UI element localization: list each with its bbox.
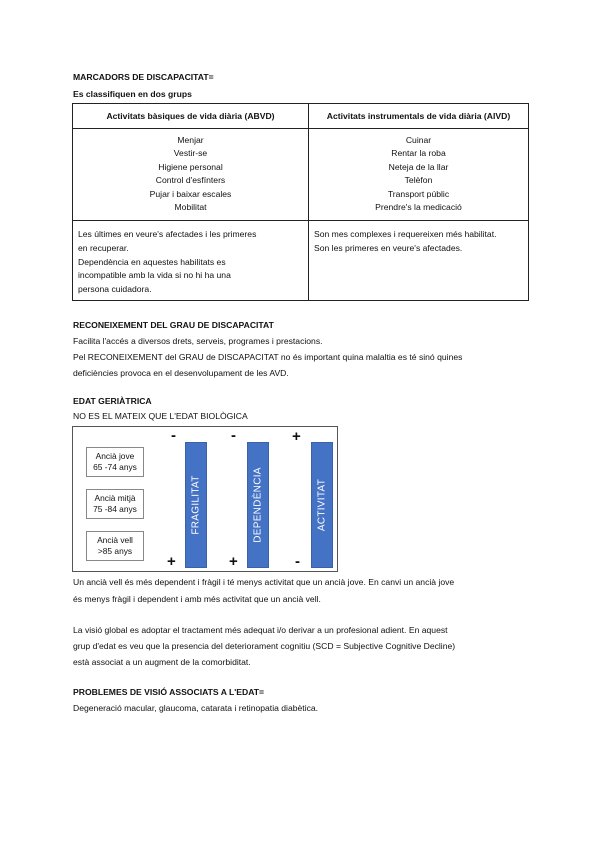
recognition-title: RECONEIXEMENT DEL GRAU DE DISCAPACITAT [73, 320, 274, 330]
age-group-name: Ancià jove [95, 451, 135, 461]
fragility-bar [185, 442, 207, 568]
activity-bar [311, 442, 333, 568]
dependency-label: DEPENDÈNCIA [252, 467, 264, 543]
vision-title: PROBLEMES DE VISIÓ ASSOCIATS A L'EDAT= [73, 687, 265, 697]
list-item: Prendre's la medicació [375, 202, 462, 213]
list-item: Higiene personal [158, 161, 223, 172]
abvd-list [73, 129, 309, 221]
list-item: Mobilitat [174, 202, 207, 213]
aivd-list [309, 129, 529, 221]
list-item: Neteja de la llar [388, 161, 449, 172]
activity-label: ACTIVITAT [316, 478, 328, 532]
aivd-notes [309, 221, 529, 301]
recognition-line: Pel RECONEIXEMENT del GRAU de DISCAPACITAT no és important quina malaltia es té sinó quines [73, 352, 463, 362]
abvd-header: Activitats bàsiques de vida diària (ABVD) [73, 104, 309, 129]
age-group-range: 75 -84 anys [93, 504, 137, 514]
geriatric-paragraph-line: Un ancià vell és més dependent i fràgil i té menys activitat que un ancià jove. En canvi un ancià jove [73, 577, 455, 587]
list-item: Menjar [177, 135, 204, 145]
note-line: Les últimes en veure's afectades i les primeres [78, 229, 257, 240]
dependency-top-sign: - [231, 427, 236, 444]
list-item: Rentar la roba [391, 148, 446, 159]
note-line: incompatible amb la vida si no hi ha una [78, 270, 231, 281]
age-group-old [86, 531, 144, 561]
fragility-bottom-sign: + [167, 553, 176, 570]
note-line: persona cuidadora. [78, 283, 152, 294]
note-line: Dependència en aquestes habilitats es [78, 256, 226, 267]
age-group-range: >85 anys [97, 546, 133, 556]
recognition-line: deficiències provoca en el desenvolupament de les AVD. [73, 368, 289, 378]
list-item: Telèfon [404, 175, 433, 186]
age-group-name: Ancià mitjà [94, 493, 136, 503]
dependency-bottom-sign: + [229, 553, 238, 570]
age-diagram [72, 426, 338, 572]
markers-title: MARCADORS DE DISCAPACITAT= [73, 72, 214, 82]
dependency-bar [247, 442, 269, 568]
list-item: Transport públic [387, 188, 450, 199]
geriatric-subtitle: NO ES EL MATEIX QUE L'EDAT BIOLÒGICA [73, 411, 248, 421]
list-item: Pujar i baixar escales [149, 188, 232, 199]
note-line: Son mes complexes i requereixen més habilitat. [314, 229, 497, 240]
activity-bottom-sign: - [295, 553, 300, 570]
note-line: en recuperar. [78, 243, 129, 254]
geriatric-paragraph-line: grup d'edat es veu que la presencia del deteriorament cognitiu (SCD = Subjective Cognitive Decline) [73, 641, 456, 651]
age-group-young [86, 447, 144, 477]
note-line: Son les primeres en veure's afectades. [314, 243, 463, 254]
geriatric-paragraph-line: està associat a un augment de la comorbiditat. [73, 657, 251, 667]
list-item: Vestir-se [173, 148, 208, 159]
age-group-middle [86, 489, 144, 519]
list-item: Cuinar [405, 135, 432, 145]
geriatric-title: EDAT GERIÀTRICA [73, 396, 152, 406]
aivd-header: Activitats instrumentals de vida diària (AIVD) [309, 104, 529, 129]
age-group-name: Ancià vell [97, 535, 133, 545]
abvd-notes [73, 221, 309, 301]
markers-subtitle: Es classifiquen en dos grups [73, 89, 192, 99]
fragility-top-sign: - [171, 427, 176, 444]
vision-line: Degeneració macular, glaucoma, catarata i retinopatia diabètica. [73, 703, 319, 713]
list-item: Control d'esfínters [155, 175, 226, 186]
recognition-line: Facilita l'accés a diversos drets, serveis, programes i prestacions. [73, 336, 323, 346]
fragility-label: FRAGILITAT [190, 475, 202, 535]
geriatric-paragraph-line: és menys fràgil i dependent i amb més activitat que un ancià vell. [73, 594, 321, 604]
activity-top-sign: + [292, 428, 301, 445]
activities-table [72, 103, 529, 301]
geriatric-paragraph-line: La visió global es adoptar el tractament més adequat i/o derivar a un profesional adient. En aquest [73, 625, 448, 635]
age-group-range: 65 -74 anys [93, 462, 137, 472]
